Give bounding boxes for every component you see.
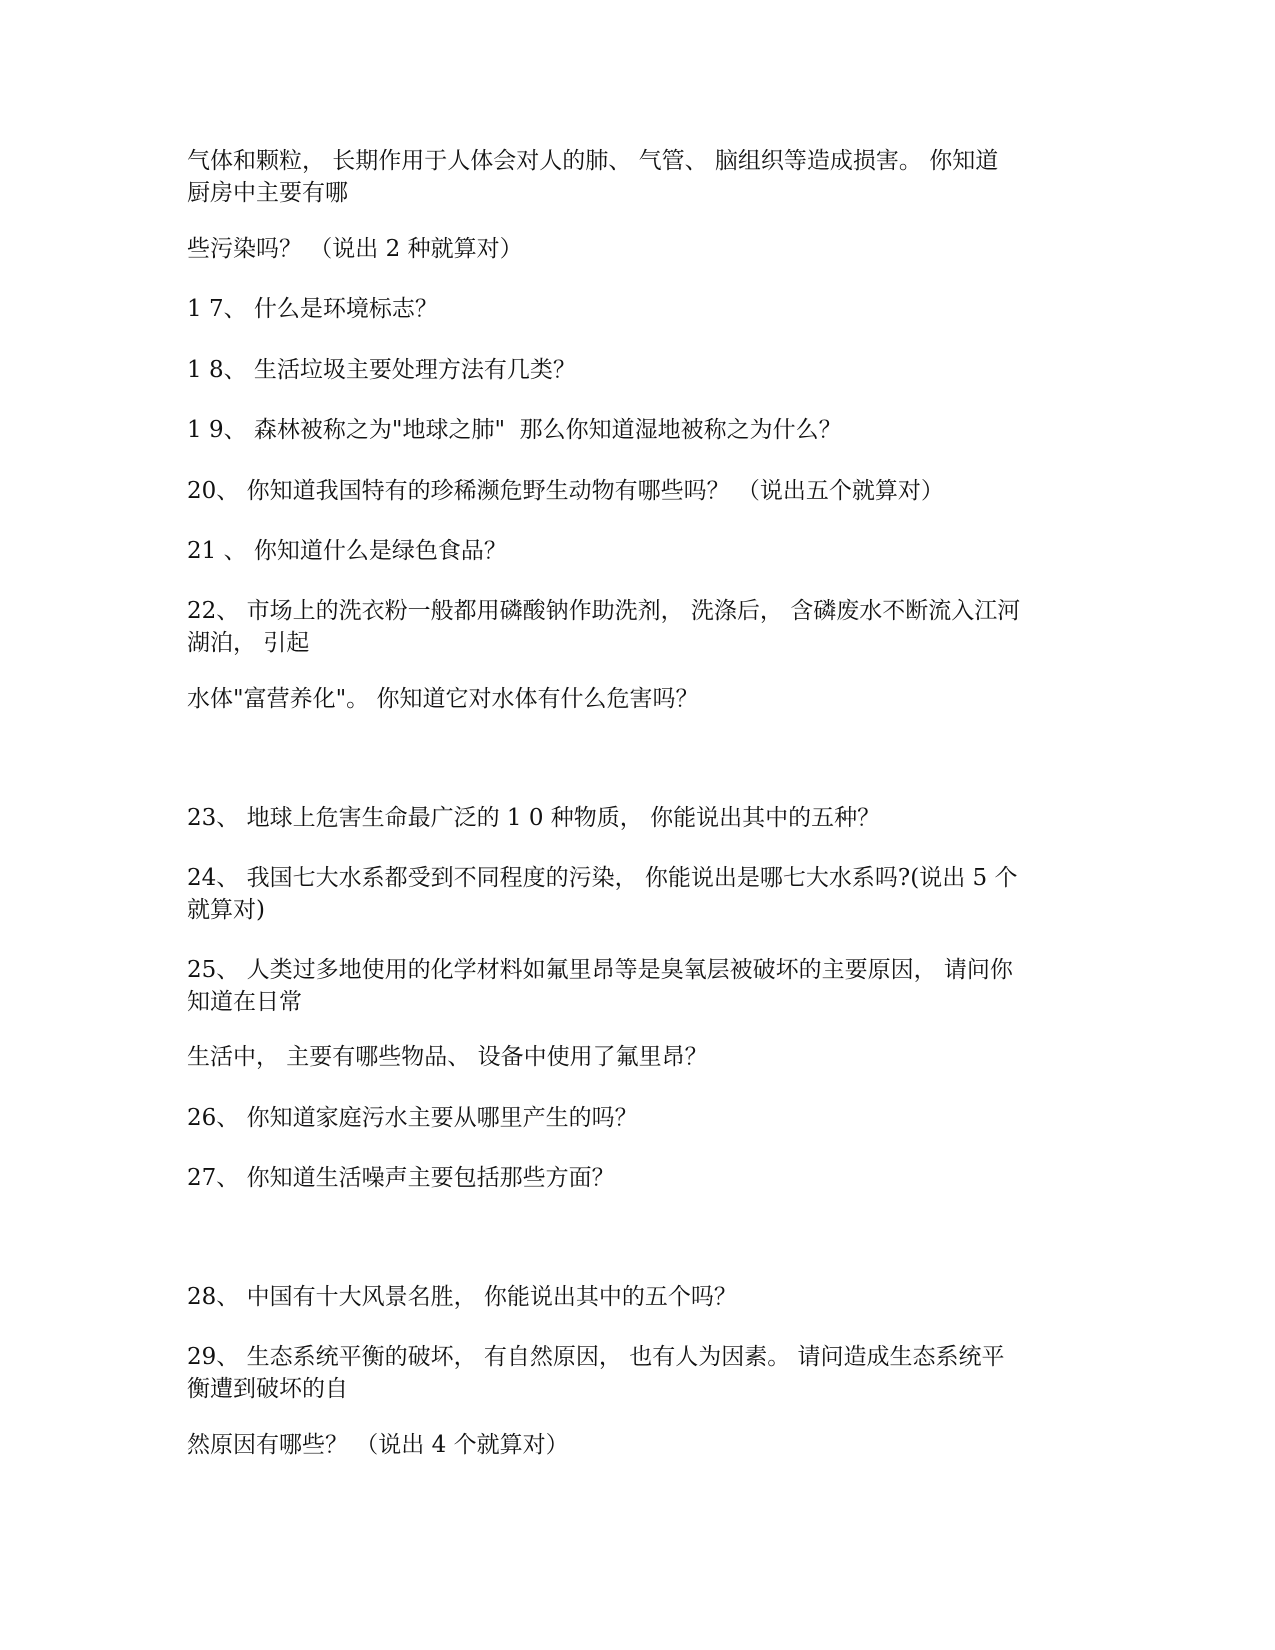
text-line: 厨房中主要有哪 <box>187 180 348 206</box>
question-27: 27、 你知道生活噪声主要包括那些方面？ <box>187 1165 615 1191</box>
question-20: 20、 你知道我国特有的珍稀濒危野生动物有哪些吗？ （说出五个就算对） <box>187 478 944 504</box>
question-17: 1 7、 什么是环境标志？ <box>187 296 438 322</box>
question-22: 22、 市场上的洗衣粉一般都用磷酸钠作助洗剂， 洗涤后， 含磷废水不断流入江河 <box>187 598 1021 624</box>
text-line: 湖泊， 引起 <box>187 630 310 656</box>
text-line: 生活中， 主要有哪些物品、 设备中使用了氟里昂？ <box>187 1044 708 1070</box>
question-24: 24、 我国七大水系都受到不同程度的污染， 你能说出是哪七大水系吗?(说出 5 个 <box>187 865 1018 891</box>
question-19: 1 9、 森林被称之为"地球之肺" 那么你知道湿地被称之为什么？ <box>187 417 842 443</box>
text-line: 然原因有哪些？ （说出 4 个就算对） <box>187 1432 569 1458</box>
question-26: 26、 你知道家庭污水主要从哪里产生的吗？ <box>187 1105 638 1131</box>
text-line: 气体和颗粒， 长期作用于人体会对人的肺、 气管、 脑组织等造成损害。 你知道 <box>187 148 999 174</box>
text-line: 些污染吗？ （说出 2 种就算对） <box>187 236 523 262</box>
text-line: 水体"富营养化"。 你知道它对水体有什么危害吗？ <box>187 686 699 712</box>
question-25: 25、 人类过多地使用的化学材料如氟里昂等是臭氧层被破坏的主要原因， 请问你 <box>187 957 1013 983</box>
question-28: 28、 中国有十大风景名胜， 你能说出其中的五个吗？ <box>187 1284 737 1310</box>
text-line: 就算对) <box>187 897 265 923</box>
question-23: 23、 地球上危害生命最广泛的 1 0 种物质， 你能说出其中的五种？ <box>187 805 881 831</box>
question-18: 1 8、 生活垃圾主要处理方法有几类？ <box>187 357 576 383</box>
text-line: 知道在日常 <box>187 989 302 1015</box>
question-21: 21 、 你知道什么是绿色食品？ <box>187 538 507 564</box>
text-line: 衡遭到破坏的自 <box>187 1376 348 1402</box>
question-29: 29、 生态系统平衡的破坏， 有自然原因， 也有人为因素。 请问造成生态系统平 <box>187 1344 1005 1370</box>
